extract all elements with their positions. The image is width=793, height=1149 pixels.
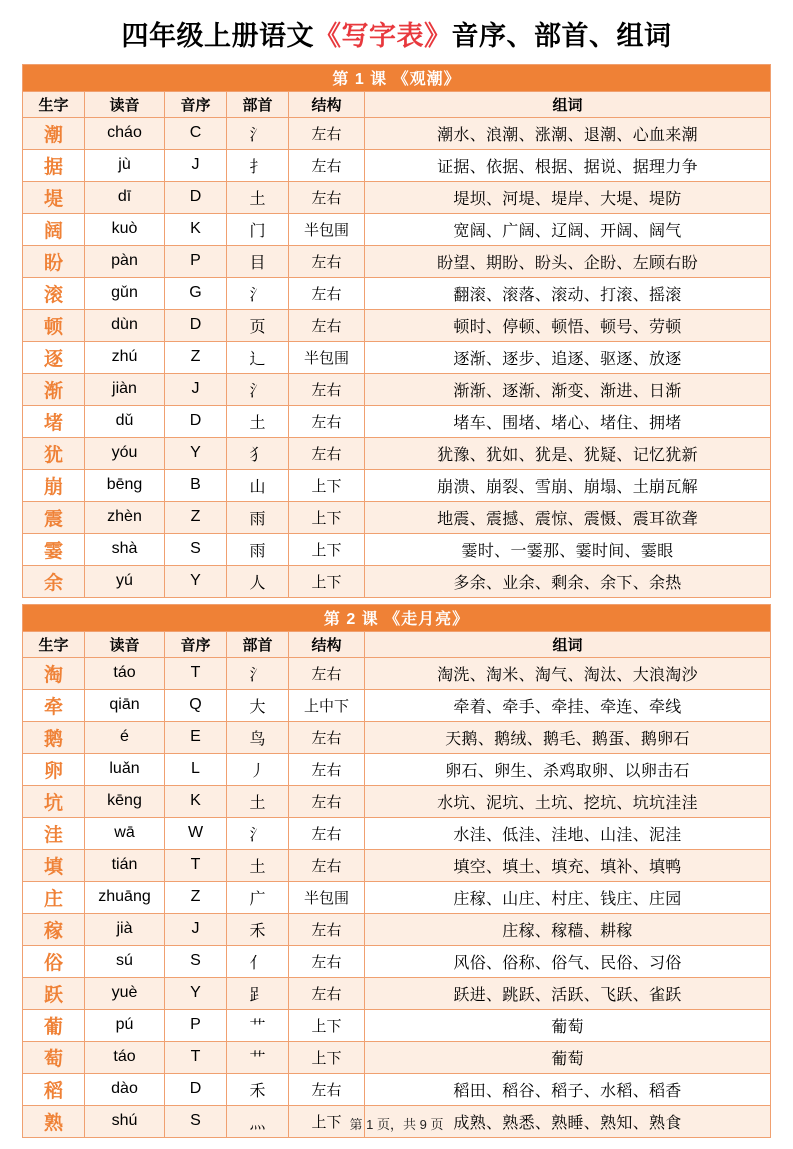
cell-structure: 左右: [289, 373, 365, 405]
table-row: [23, 913, 771, 945]
cell-initial: T: [165, 1041, 227, 1073]
cell-character: 稻: [23, 1073, 85, 1105]
cell-words: 天鹅、鹅绒、鹅毛、鹅蛋、鹅卵石: [365, 721, 771, 753]
cell-structure: 左右: [289, 1073, 365, 1105]
cell-initial: T: [165, 849, 227, 881]
cell-structure: 左右: [289, 785, 365, 817]
cell-character: 萄: [23, 1041, 85, 1073]
cell-words: 填空、填土、填充、填补、填鸭: [365, 849, 771, 881]
table-row: [23, 817, 771, 849]
cell-structure: 左右: [289, 245, 365, 277]
cell-radical: 土: [227, 785, 289, 817]
cell-character: 顿: [23, 309, 85, 341]
cell-structure: 上下: [289, 565, 365, 597]
cell-character: 霎: [23, 533, 85, 565]
cell-radical: 广: [227, 881, 289, 913]
cell-structure: 左右: [289, 117, 365, 149]
cell-words: 地震、震撼、震惊、震慑、震耳欲聋: [365, 501, 771, 533]
table-row: [23, 149, 771, 181]
cell-pinyin: gǔn: [85, 277, 165, 309]
cell-structure: 左右: [289, 977, 365, 1009]
cell-pinyin: jù: [85, 149, 165, 181]
cell-radical: 艹: [227, 1041, 289, 1073]
cell-initial: Y: [165, 565, 227, 597]
cell-words: 跃进、跳跃、活跃、飞跃、雀跃: [365, 977, 771, 1009]
cell-initial: P: [165, 245, 227, 277]
cell-pinyin: pú: [85, 1009, 165, 1041]
cell-initial: J: [165, 373, 227, 405]
cell-character: 卵: [23, 753, 85, 785]
table-row: [23, 309, 771, 341]
cell-radical: 鸟: [227, 721, 289, 753]
table-row: [23, 1041, 771, 1073]
column-header-shengzi: 生字: [23, 631, 85, 657]
cell-pinyin: pàn: [85, 245, 165, 277]
cell-words: 水坑、泥坑、土坑、挖坑、坑坑洼洼: [365, 785, 771, 817]
column-header-duyin: 读音: [85, 91, 165, 117]
cell-pinyin: dào: [85, 1073, 165, 1105]
cell-pinyin: dǔ: [85, 405, 165, 437]
lesson-2-header: 第 2 课 《走月亮》: [23, 604, 771, 631]
cell-radical: 亻: [227, 945, 289, 977]
table-row: [23, 405, 771, 437]
cell-pinyin: jiàn: [85, 373, 165, 405]
cell-pinyin: luǎn: [85, 753, 165, 785]
cell-initial: D: [165, 405, 227, 437]
cell-words: 水洼、低洼、洼地、山洼、泥洼: [365, 817, 771, 849]
cell-character: 盼: [23, 245, 85, 277]
title-highlight: 《写字表》: [314, 21, 452, 51]
table-row: [23, 277, 771, 309]
cell-radical: 大: [227, 689, 289, 721]
cell-structure: 上下: [289, 1009, 365, 1041]
table-row: [23, 373, 771, 405]
column-header-duyin: 读音: [85, 631, 165, 657]
cell-words: 卵石、卵生、杀鸡取卵、以卵击石: [365, 753, 771, 785]
cell-pinyin: dùn: [85, 309, 165, 341]
cell-structure: 半包围: [289, 341, 365, 373]
cell-pinyin: táo: [85, 1041, 165, 1073]
cell-pinyin: yóu: [85, 437, 165, 469]
cell-structure: 上下: [289, 1105, 365, 1137]
table-row: [23, 1073, 771, 1105]
cell-initial: D: [165, 309, 227, 341]
cell-initial: S: [165, 533, 227, 565]
cell-initial: W: [165, 817, 227, 849]
cell-initial: G: [165, 277, 227, 309]
cell-initial: Z: [165, 501, 227, 533]
table-row: [23, 977, 771, 1009]
cell-pinyin: shà: [85, 533, 165, 565]
cell-structure: 半包围: [289, 881, 365, 913]
lesson-1-column-header-row: [23, 91, 771, 117]
cell-initial: S: [165, 1105, 227, 1137]
cell-words: 风俗、俗称、俗气、民俗、习俗: [365, 945, 771, 977]
cell-initial: Z: [165, 881, 227, 913]
cell-pinyin: é: [85, 721, 165, 753]
cell-pinyin: bēng: [85, 469, 165, 501]
table-row: [23, 881, 771, 913]
cell-character: 淘: [23, 657, 85, 689]
page-title: [22, 22, 771, 52]
lesson-2-header-row: [23, 604, 771, 631]
table-row: [23, 753, 771, 785]
cell-structure: 左右: [289, 277, 365, 309]
cell-words: 成熟、熟悉、熟睡、熟知、熟食: [365, 1105, 771, 1137]
cell-radical: 氵: [227, 657, 289, 689]
cell-character: 牵: [23, 689, 85, 721]
cell-pinyin: cháo: [85, 117, 165, 149]
cell-character: 堤: [23, 181, 85, 213]
table-row: [23, 1009, 771, 1041]
table-row: [23, 245, 771, 277]
page-footer: 第 1 页，共 9 页: [349, 1117, 444, 1132]
table-row: [23, 501, 771, 533]
cell-structure: 左右: [289, 405, 365, 437]
table-row: [23, 721, 771, 753]
cell-radical: 氵: [227, 817, 289, 849]
cell-pinyin: yú: [85, 565, 165, 597]
cell-pinyin: kēng: [85, 785, 165, 817]
column-header-shengzi: 生字: [23, 91, 85, 117]
cell-pinyin: qiān: [85, 689, 165, 721]
cell-character: 堵: [23, 405, 85, 437]
cell-character: 坑: [23, 785, 85, 817]
cell-initial: C: [165, 117, 227, 149]
table-row: [23, 533, 771, 565]
cell-initial: D: [165, 181, 227, 213]
cell-radical: 目: [227, 245, 289, 277]
cell-radical: 犭: [227, 437, 289, 469]
cell-words: 渐渐、逐渐、渐变、渐进、日渐: [365, 373, 771, 405]
cell-radical: 扌: [227, 149, 289, 181]
cell-character: 潮: [23, 117, 85, 149]
cell-words: 崩溃、崩裂、雪崩、崩塌、土崩瓦解: [365, 469, 771, 501]
cell-initial: K: [165, 785, 227, 817]
cell-structure: 左右: [289, 913, 365, 945]
cell-structure: 左右: [289, 181, 365, 213]
lesson-1-table: [22, 64, 771, 598]
cell-radical: 雨: [227, 533, 289, 565]
title-prefix: 四年级上册语文: [121, 21, 314, 51]
cell-initial: T: [165, 657, 227, 689]
cell-radical: 页: [227, 309, 289, 341]
cell-radical: 禾: [227, 1073, 289, 1105]
cell-initial: D: [165, 1073, 227, 1105]
cell-character: 据: [23, 149, 85, 181]
cell-pinyin: jià: [85, 913, 165, 945]
cell-character: 犹: [23, 437, 85, 469]
cell-character: 滚: [23, 277, 85, 309]
cell-words: 顿时、停顿、顿悟、顿号、劳顿: [365, 309, 771, 341]
cell-structure: 上中下: [289, 689, 365, 721]
table-row: [23, 565, 771, 597]
title-suffix: 音序、部首、组词: [451, 21, 672, 51]
cell-words: 牵着、牵手、牵挂、牵连、牵线: [365, 689, 771, 721]
table-row: [23, 437, 771, 469]
lesson-1-header-row: [23, 64, 771, 91]
cell-initial: Y: [165, 977, 227, 1009]
cell-initial: J: [165, 913, 227, 945]
column-header-yinxu: 音序: [165, 91, 227, 117]
cell-initial: J: [165, 149, 227, 181]
cell-radical: 雨: [227, 501, 289, 533]
column-header-jiegou: 结构: [289, 631, 365, 657]
cell-pinyin: sú: [85, 945, 165, 977]
cell-radical: 氵: [227, 373, 289, 405]
cell-radical: 氵: [227, 117, 289, 149]
cell-pinyin: zhèn: [85, 501, 165, 533]
cell-character: 填: [23, 849, 85, 881]
cell-structure: 半包围: [289, 213, 365, 245]
cell-structure: 上下: [289, 1041, 365, 1073]
cell-words: 庄稼、山庄、村庄、钱庄、庄园: [365, 881, 771, 913]
cell-character: 跃: [23, 977, 85, 1009]
cell-radical: 土: [227, 181, 289, 213]
cell-pinyin: táo: [85, 657, 165, 689]
cell-words: 堵车、围堵、堵心、堵住、拥堵: [365, 405, 771, 437]
cell-initial: P: [165, 1009, 227, 1041]
cell-character: 熟: [23, 1105, 85, 1137]
cell-structure: 左右: [289, 753, 365, 785]
cell-words: 淘洗、淘米、淘气、淘汰、大浪淘沙: [365, 657, 771, 689]
cell-words: 稻田、稻谷、稻子、水稻、稻香: [365, 1073, 771, 1105]
table-row: [23, 657, 771, 689]
cell-pinyin: shú: [85, 1105, 165, 1137]
cell-radical: 艹: [227, 1009, 289, 1041]
cell-initial: Z: [165, 341, 227, 373]
cell-words: 葡萄: [365, 1009, 771, 1041]
lesson-1-header: 第 1 课 《观潮》: [23, 64, 771, 91]
cell-pinyin: kuò: [85, 213, 165, 245]
cell-structure: 左右: [289, 849, 365, 881]
cell-words: 证据、依据、根据、据说、据理力争: [365, 149, 771, 181]
cell-initial: L: [165, 753, 227, 785]
table-row: [23, 849, 771, 881]
cell-structure: 左右: [289, 721, 365, 753]
cell-words: 犹豫、犹如、犹是、犹疑、记忆犹新: [365, 437, 771, 469]
cell-initial: Q: [165, 689, 227, 721]
cell-structure: 上下: [289, 533, 365, 565]
cell-structure: 左右: [289, 149, 365, 181]
cell-words: 逐渐、逐步、追逐、驱逐、放逐: [365, 341, 771, 373]
cell-words: 多余、业余、剩余、余下、余热: [365, 565, 771, 597]
cell-structure: 上下: [289, 469, 365, 501]
cell-character: 洼: [23, 817, 85, 849]
cell-character: 稼: [23, 913, 85, 945]
cell-radical: 禾: [227, 913, 289, 945]
column-header-yinxu: 音序: [165, 631, 227, 657]
cell-character: 俗: [23, 945, 85, 977]
cell-words: 潮水、浪潮、涨潮、退潮、心血来潮: [365, 117, 771, 149]
table-row: [23, 689, 771, 721]
cell-radical: 山: [227, 469, 289, 501]
cell-radical: 氵: [227, 277, 289, 309]
cell-pinyin: yuè: [85, 977, 165, 1009]
table-row: [23, 945, 771, 977]
column-header-zuci: 组词: [365, 631, 771, 657]
column-header-zuci: 组词: [365, 91, 771, 117]
cell-initial: E: [165, 721, 227, 753]
cell-radical: 辶: [227, 341, 289, 373]
cell-structure: 左右: [289, 437, 365, 469]
cell-character: 逐: [23, 341, 85, 373]
cell-radical: 人: [227, 565, 289, 597]
lesson-2-column-header-row: [23, 631, 771, 657]
cell-pinyin: zhú: [85, 341, 165, 373]
cell-pinyin: zhuāng: [85, 881, 165, 913]
cell-initial: K: [165, 213, 227, 245]
cell-pinyin: dī: [85, 181, 165, 213]
cell-words: 宽阔、广阔、辽阔、开阔、阔气: [365, 213, 771, 245]
cell-radical: 灬: [227, 1105, 289, 1137]
cell-character: 崩: [23, 469, 85, 501]
cell-initial: Y: [165, 437, 227, 469]
column-header-jiegou: 结构: [289, 91, 365, 117]
lesson-2-table: [22, 604, 771, 1138]
table-row: [23, 469, 771, 501]
cell-structure: 左右: [289, 817, 365, 849]
column-header-bushou: 部首: [227, 91, 289, 117]
cell-pinyin: wā: [85, 817, 165, 849]
cell-radical: 土: [227, 405, 289, 437]
cell-words: 堤坝、河堤、堤岸、大堤、堤防: [365, 181, 771, 213]
cell-words: 翻滚、滚落、滚动、打滚、摇滚: [365, 277, 771, 309]
cell-character: 余: [23, 565, 85, 597]
cell-structure: 左右: [289, 945, 365, 977]
cell-character: 阔: [23, 213, 85, 245]
table-row: [23, 341, 771, 373]
table-row: [23, 213, 771, 245]
table-row: [23, 181, 771, 213]
cell-pinyin: tián: [85, 849, 165, 881]
cell-radical: 土: [227, 849, 289, 881]
cell-character: 葡: [23, 1009, 85, 1041]
table-row: [23, 117, 771, 149]
cell-structure: 上下: [289, 501, 365, 533]
table-row: [23, 785, 771, 817]
cell-radical: 门: [227, 213, 289, 245]
cell-structure: 左右: [289, 309, 365, 341]
cell-words: 盼望、期盼、盼头、企盼、左顾右盼: [365, 245, 771, 277]
column-header-bushou: 部首: [227, 631, 289, 657]
cell-character: 鹅: [23, 721, 85, 753]
cell-words: 葡萄: [365, 1041, 771, 1073]
cell-character: 渐: [23, 373, 85, 405]
cell-radical: 丿: [227, 753, 289, 785]
cell-words: 庄稼、稼穑、耕稼: [365, 913, 771, 945]
cell-radical: 𧾷: [227, 977, 289, 1009]
cell-structure: 左右: [289, 657, 365, 689]
cell-initial: B: [165, 469, 227, 501]
cell-words: 霎时、一霎那、霎时间、霎眼: [365, 533, 771, 565]
cell-character: 庄: [23, 881, 85, 913]
cell-initial: S: [165, 945, 227, 977]
cell-character: 震: [23, 501, 85, 533]
